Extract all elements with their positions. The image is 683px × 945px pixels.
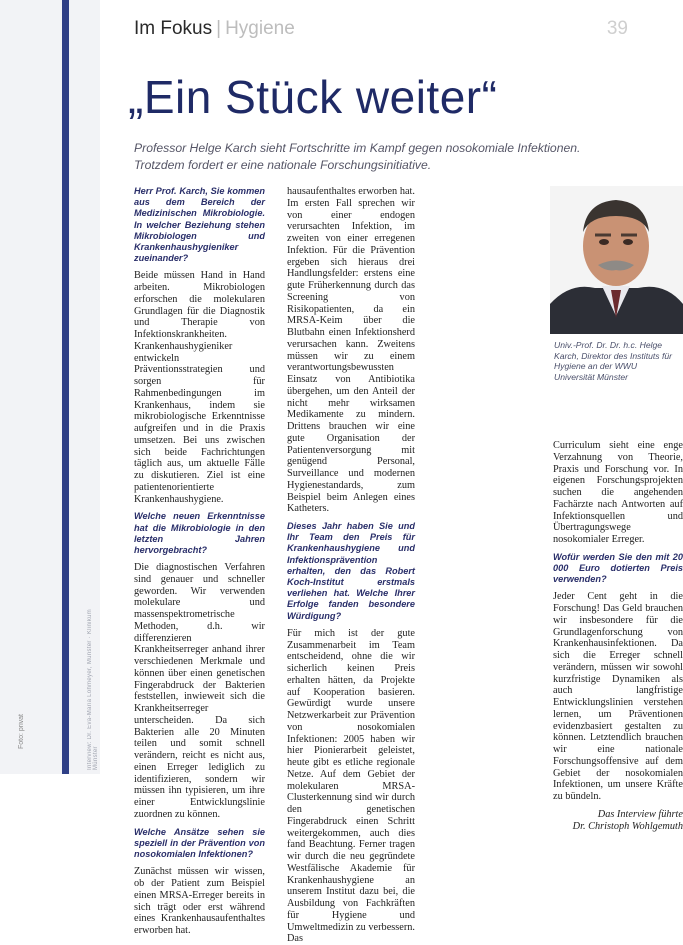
interview-answer: Zunächst müssen wir wissen, ob der Patient zum Beispiel einen MRSA-Erreger bereits in sich trägt oder erst während eines Krankenhausaufenthaltes erworben hat. [134, 866, 265, 937]
section-label: Im Fokus [134, 18, 213, 39]
interview-question: Wofür werden Sie den mit 20 000 Euro dotierten Preis verwenden? [553, 551, 683, 585]
interview-question: Dieses Jahr haben Sie und Ihr Team den Preis für Krankenhaushygiene und Infektionsprävention erhalten, den das Robert Koch-Institut erstmals verliehen hat. Welche Ihrer Erfolge fanden besondere Würdigung? [287, 521, 415, 621]
interview-question: Welche neuen Erkenntnisse hat die Mikrobiologie in den letzten Jahren hervorgebracht? [134, 511, 265, 556]
interview-signature: Dr. Christoph Wohlgemuth [572, 820, 683, 832]
section-header [134, 18, 295, 40]
text-column-3 [553, 440, 683, 832]
interview-answer: Für mich ist der gute Zusammenarbeit im Team entscheidend, ohne die wir sicherlich keinen Preis erhalten hätten, da Projekte auf Kooperation basieren. Gewürdigt wurde unsere Netzwerkarbeit zur Prävention von nosokomialen Infektionen: 2005 haben wir hier Pionierarbeit geleistet, heute gibt es etliche regionale Netze. Auf dem Gebiet der molekularen MRSA-Clusterkennung sind wir durch den genetischen Fingerabdruck einen Schritt weitergekommen, auch dies fand Beachtung. Ferner tragen wir durch die neu gegründete Westfälische Akademie für Krankenhaushygiene an unserem Institut dazu bei, die Ausbildung von Fachkräften für Hygiene und Umweltmedizin zu verbessern. Das [287, 627, 415, 945]
photo-credit: Foto: privat [18, 714, 25, 750]
article-lead: Professor Helge Karch sieht Fortschritte im Kampf gegen nosokomiale Infektionen. Trotzdem fordert er eine nationale Forschungsinitiative. [134, 141, 581, 172]
interview-answer: Jeder Cent geht in die Forschung! Das Geld brauchen wir insbesondere für die Grundlagenforschung von Krankenhausinfektionen. Da sich die Erreger schnell verändern, müssen wir sowohl kurzfristige Dynamiken als auch langfristige Entwicklungslinien verstehen lernen, um Präventionen evidenzbasiert gestalten zu können. Letztendlich brauchen wir eine nationale Forschungsoffensive auf dem Gebiet der nosokomialen Infektionen, um unsere Kräfte zu bündeln. [553, 591, 683, 803]
page-number: 39 [606, 18, 628, 39]
interview-answer: hausaufenthaltes erworben hat. Im ersten Fall sprechen wir von einer endogen verursachten Infektion, im zweiten von einer erregenen Infektion. Für die Prävention ergeben sich hieraus drei Handlungsfelder: erstens eine gute Früherkennung durch das Screening von Risikopatienten, da ein MRSA-Keim über die Blutbahn einen Infektionsherd verursachen kann. Zweitens müssen wir zu einem verantwortungsbewussten Einsatz von Antibiotika übergehen, um den Anteil der nicht mehr wirksamen Medikamente zu mindern. Drittens brauchen wir eine gute Organisation der Patientenversorgung mit genügend Personal, Surveillance und modernen Hygienestandards, zum Beispiel beim Anlegen eines Katheters. [287, 186, 415, 515]
photo-caption: Univ.-Prof. Dr. Dr. h.c. Helge Karch, Direktor des Instituts für Hygiene an der WWU Universität Münster [554, 340, 672, 382]
page-sidebar [0, 0, 100, 774]
interview-question: Herr Prof. Karch, Sie kommen aus dem Bereich der Medizinischen Mikrobiologie. In welcher Beziehung stehen Mikrobiologen und Krankenhaushygieniker zueinander? [134, 186, 265, 264]
portrait-image [550, 186, 683, 334]
interview-signature: Das Interview führte [597, 808, 683, 820]
header-separator: | [216, 18, 222, 39]
portrait-photo [550, 186, 683, 334]
text-column-2 [287, 186, 415, 945]
text-column-1 [134, 186, 265, 937]
interview-answer: Beide müssen Hand in Hand arbeiten. Mikrobiologen erforschen die molekularen Grundlagen für die Diagnostik und Therapie von Infektionskrankheiten. Krankenhaushygieniker entwickeln Präventionsstrategien und sorgen für Rahmenbedingungen im Krankenhaus, indem sie mikrobiologische Erkenntnisse aufgreifen und in die Praxis umsetzen. Bei uns zwischen sich beide Fachrichtungen täglich aus, um aktuelle Fälle zu diskutieren. Ziel ist eine patientenorientierte Krankenhaushygiene. [134, 270, 265, 505]
accent-bar [62, 0, 69, 774]
image-credit: Interview: Dr. Eva-Maria Lohmeyer, Münster · Klinikum Münster [87, 609, 99, 770]
interview-answer: Curriculum sieht eine enge Verzahnung von Theorie, Praxis und Forschung vor. In eigenen Forschungsprojekten suchen die angehenden Fachärzte nach Antworten auf Infektionsquellen und Übertragungswege nosokomialer Erreger. [553, 440, 683, 545]
article-title: „Ein Stück weiter“ [128, 71, 498, 123]
topic-label: Hygiene [225, 18, 295, 39]
interview-question: Welche Ansätze sehen sie speziell in der Prävention von nosokomialen Infektionen? [134, 826, 265, 860]
interview-answer: Die diagnostischen Verfahren sind genauer und schneller geworden. Wir verwenden molekulare und massenspektrometrische Methoden, d.h. wir differenzieren Krankheitserreger anhand ihrer verschiedenen Merkmale und können über einen genetischen Fingerabdruck der Bakterien feststellen, inwieweit sich die Krankheitserreger unterscheiden. Da sich Bakterien alle 20 Minuten teilen und somit schnell verändern, reicht es nicht aus, einen Erreger lediglich zu identifizieren, sondern wir müssen ihn typisieren, um ihre einer Entwicklungslinie zuordnen zu können. [134, 562, 265, 820]
